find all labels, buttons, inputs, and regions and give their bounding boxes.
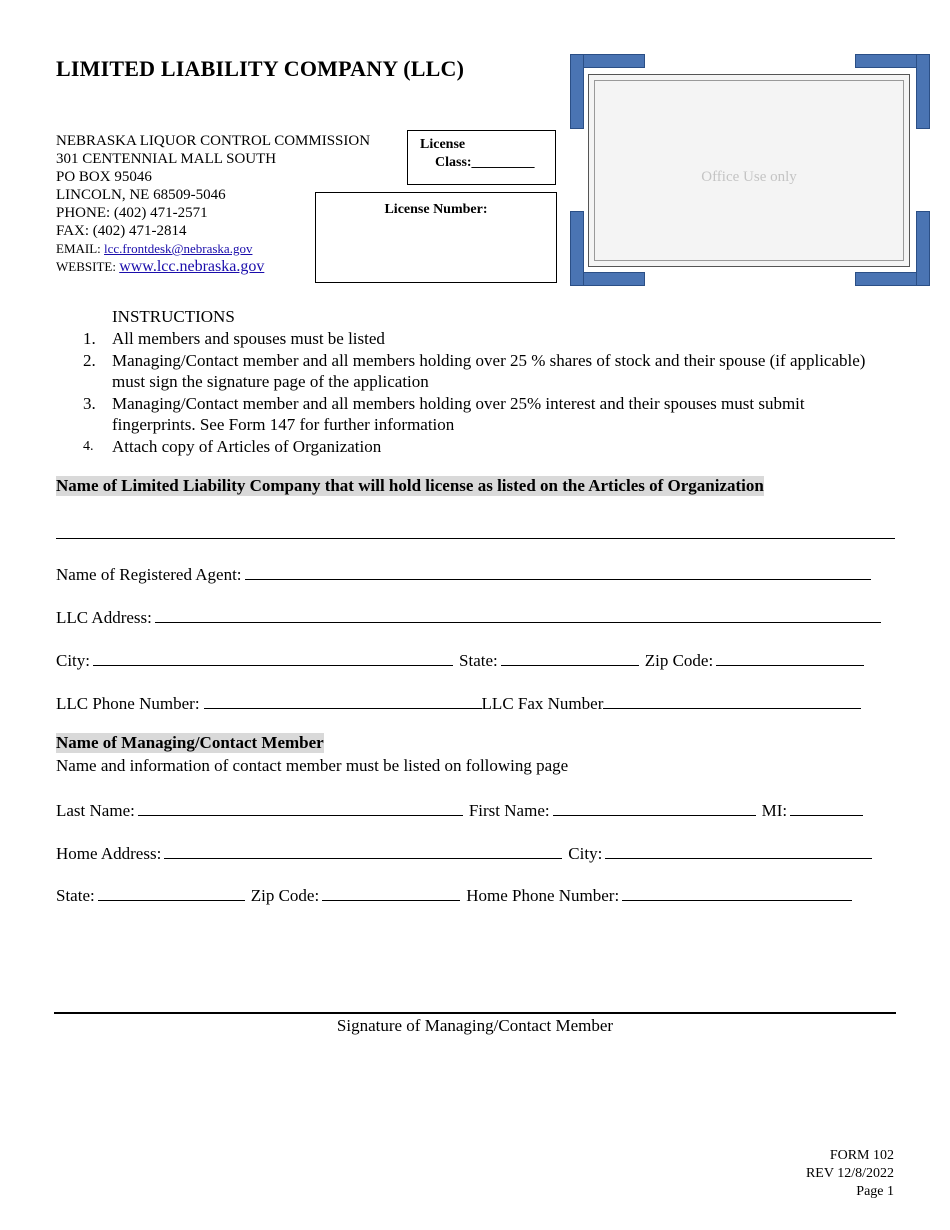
agency-fax: FAX: (402) 471-2814 <box>56 223 187 239</box>
instruction-text: Managing/Contact member and all members holding over 25 % shares of stock and their spouse (if applicable) must sign the signature page of the application <box>112 350 866 391</box>
office-use-text: Office Use only <box>701 169 797 185</box>
agency-name: NEBRASKA LIQUOR CONTROL COMMISSION <box>56 133 371 149</box>
email-label: EMAIL: <box>56 241 105 256</box>
member-address-row <box>56 842 898 864</box>
mi-field[interactable] <box>790 799 863 816</box>
home-phone-label: Home Phone Number: <box>466 886 620 905</box>
llc-zip-label: Zip Code: <box>644 651 714 670</box>
office-use-box <box>588 74 910 267</box>
license-number-box[interactable] <box>315 192 557 283</box>
member-zip-field[interactable] <box>322 884 460 901</box>
bracket-bottom-right-v <box>916 211 930 286</box>
member-state-label: State: <box>56 886 95 905</box>
llc-city-row <box>56 649 898 671</box>
first-name-field[interactable] <box>553 799 756 816</box>
bracket-bottom-left-v <box>570 211 584 286</box>
instruction-item <box>80 328 880 350</box>
office-use-frame <box>570 54 930 286</box>
agency-street: 301 CENTENNIAL MALL SOUTH <box>56 151 277 167</box>
llc-phone-field[interactable] <box>204 692 482 709</box>
member-name-row <box>56 799 898 821</box>
home-address-field[interactable] <box>164 842 562 859</box>
first-name-label: First Name: <box>468 801 550 820</box>
license-class-field: Class:_________ <box>435 155 535 170</box>
llc-phone-label: LLC Phone Number: <box>56 694 200 713</box>
member-city-label: City: <box>568 844 603 863</box>
llc-name-field[interactable] <box>56 538 895 539</box>
instruction-text: Attach copy of Articles of Organization <box>112 436 382 456</box>
member-state-field[interactable] <box>98 884 245 901</box>
llc-phone-row <box>56 692 898 714</box>
instruction-number: 1. <box>83 329 96 348</box>
last-name-label: Last Name: <box>56 801 135 820</box>
agency-pobox: PO BOX 95046 <box>56 169 152 185</box>
instruction-item <box>80 393 880 436</box>
instruction-number: 4. <box>83 438 94 454</box>
instructions-list <box>80 328 880 457</box>
llc-zip-field[interactable] <box>716 649 864 666</box>
member-zip-label: Zip Code: <box>250 886 320 905</box>
instruction-number: 3. <box>83 393 96 413</box>
llc-state-label: State: <box>459 651 498 670</box>
form-number: FORM 102 <box>829 1148 894 1163</box>
bracket-top-right-v <box>916 54 930 129</box>
instruction-number: 2. <box>83 350 96 370</box>
page-title: LIMITED LIABILITY COMPANY (LLC) <box>56 56 465 81</box>
mi-label: MI: <box>761 801 788 820</box>
llc-fax-field[interactable] <box>603 692 861 709</box>
last-name-field[interactable] <box>138 799 463 816</box>
registered-agent-label: Name of Registered Agent: <box>56 565 242 584</box>
license-class-box[interactable] <box>407 130 556 185</box>
llc-address-field[interactable] <box>155 606 881 623</box>
signature-label: Signature of Managing/Contact Member <box>336 1016 614 1035</box>
registered-agent-field[interactable] <box>245 563 871 580</box>
bracket-top-left-v <box>570 54 584 129</box>
member-state-row <box>56 884 898 906</box>
instruction-text: Managing/Contact member and all members holding over 25% interest and their spouses must submit fingerprints. See Form 147 for further information <box>112 393 805 434</box>
llc-fax-label: LLC Fax Number <box>481 694 604 713</box>
instruction-item <box>80 436 880 458</box>
member-city-field[interactable] <box>605 842 872 859</box>
website-label: WEBSITE: <box>56 259 120 274</box>
email-link[interactable]: lcc.frontdesk@nebraska.gov <box>104 241 253 256</box>
office-use-inner <box>594 80 904 261</box>
form-footer <box>806 1147 894 1201</box>
llc-state-field[interactable] <box>501 649 639 666</box>
license-number-label: License Number: <box>384 202 488 217</box>
agency-phone: PHONE: (402) 471-2571 <box>56 205 208 221</box>
agency-city: LINCOLN, NE 68509-5046 <box>56 187 226 203</box>
home-address-label: Home Address: <box>56 844 162 863</box>
registered-agent-row <box>56 563 898 585</box>
form-revision: REV 12/8/2022 <box>805 1166 894 1181</box>
instruction-item <box>80 350 880 393</box>
signature-line[interactable] <box>54 1012 896 1014</box>
page-number: Page 1 <box>856 1184 894 1199</box>
llc-city-label: City: <box>56 651 91 670</box>
license-class-label: License <box>420 137 466 152</box>
home-phone-field[interactable] <box>622 884 852 901</box>
llc-address-label: LLC Address: <box>56 608 152 627</box>
instruction-text: All members and spouses must be listed <box>112 329 385 348</box>
instructions-heading: INSTRUCTIONS <box>112 307 235 326</box>
managing-member-note: Name and information of contact member must be listed on following page <box>56 756 569 775</box>
llc-city-field[interactable] <box>93 649 453 666</box>
managing-member-heading: Name of Managing/Contact Member <box>56 733 324 752</box>
llc-name-heading: Name of Limited Liability Company that will hold license as listed on the Articles of Organization <box>56 476 764 495</box>
website-link[interactable]: www.lcc.nebraska.gov <box>119 258 265 275</box>
llc-address-row <box>56 606 898 628</box>
